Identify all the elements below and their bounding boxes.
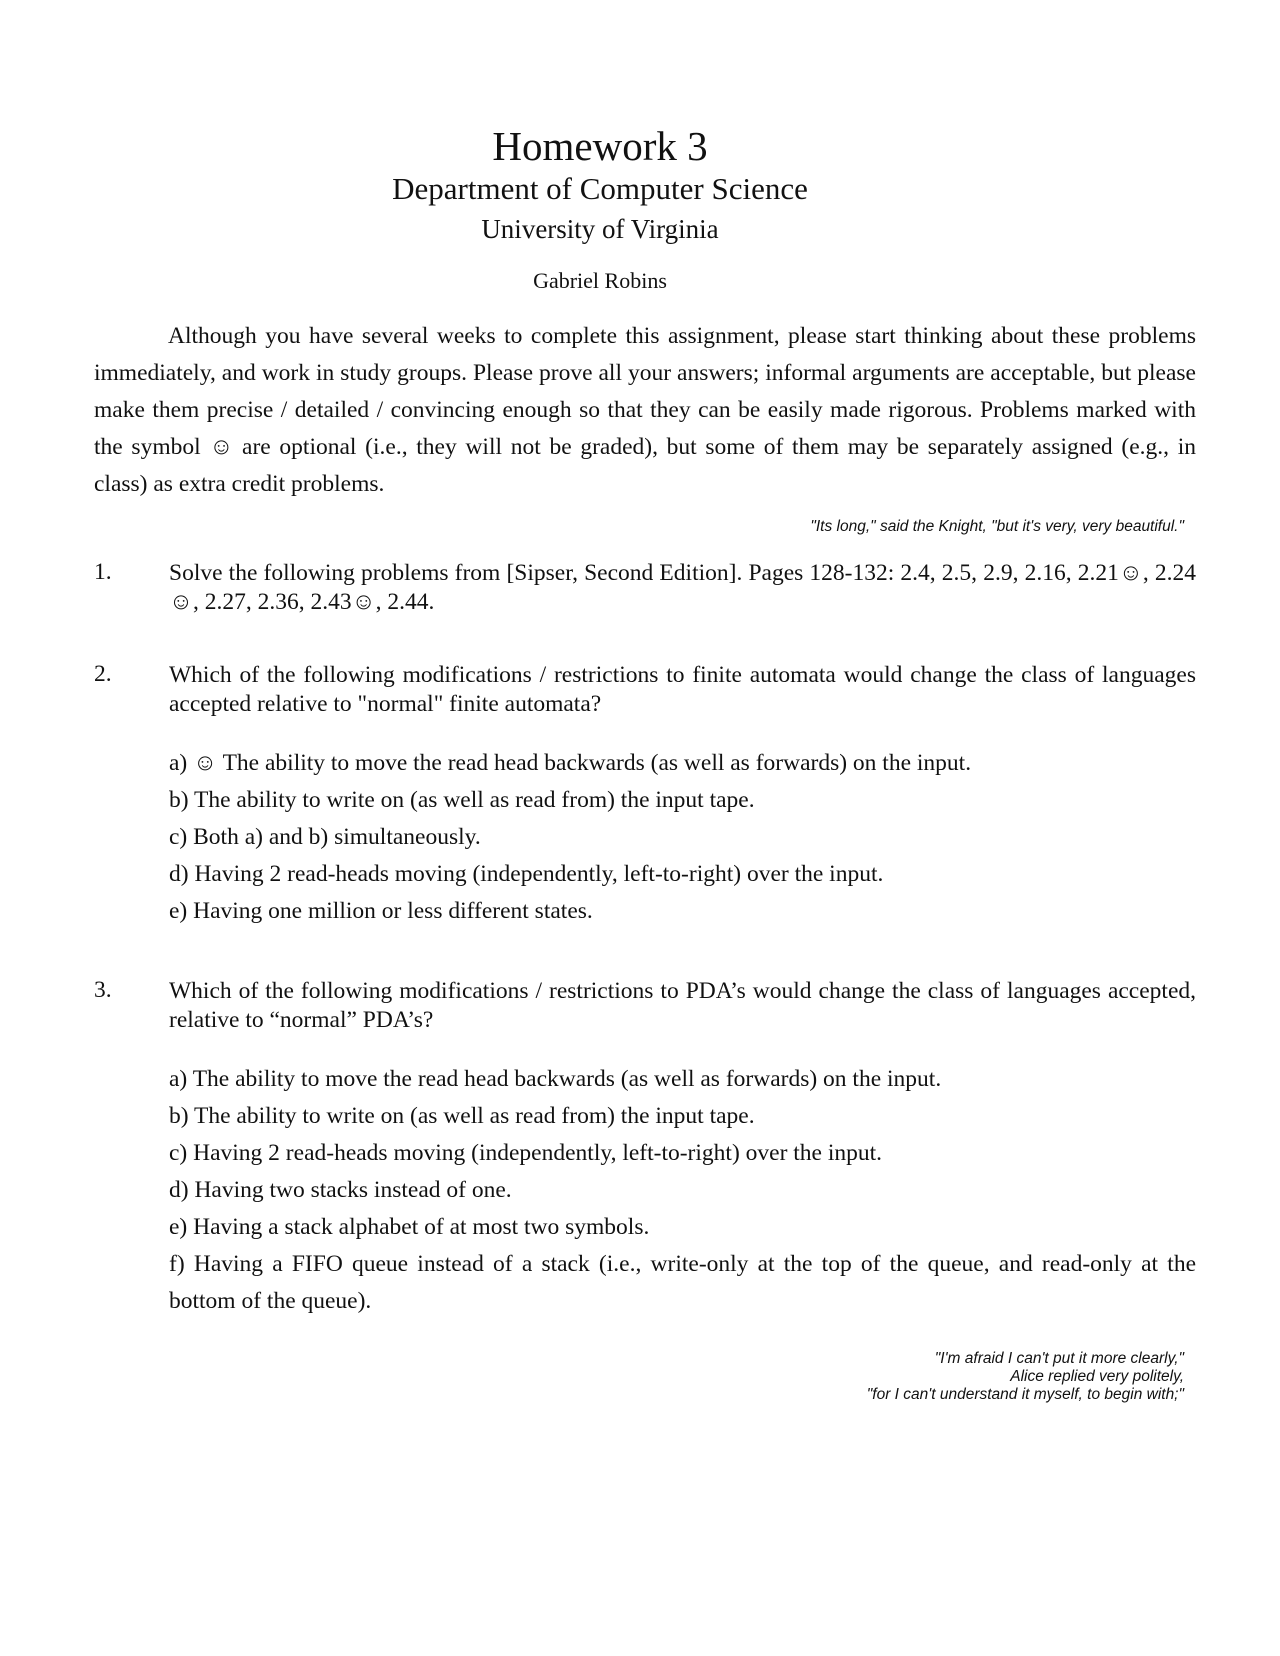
list-item: e) Having one million or less different states.	[169, 898, 593, 924]
problem-1	[94, 559, 1196, 617]
quote-line: "I'm afraid I can't put it more clearly,"	[934, 1350, 1184, 1367]
problem-2-parts	[169, 745, 1196, 930]
list-item: c) Both a) and b) simultaneously.	[169, 824, 481, 850]
list-item: a) The ability to move the read head backwards (as well as forwards) on the input.	[169, 1066, 942, 1092]
list-item: e) Having a stack alphabet of at most two symbols.	[169, 1214, 650, 1240]
list-item: f) Having a FIFO queue instead of a stack (i.e., write-only at the top of the queue, and read-only at the bottom of the queue).	[169, 1251, 1196, 1314]
author-name: Gabriel Robins	[533, 268, 667, 293]
problem-text: Which of the following modifications / restrictions to finite automata would change the class of languages accepted relative to "normal" finite automata?	[169, 662, 1196, 717]
problem-3	[94, 977, 1196, 1035]
list-item: c) Having 2 read-heads moving (independently, left-to-right) over the input.	[169, 1140, 883, 1166]
problem-2	[94, 661, 1196, 719]
problem-text: Solve the following problems from [Sipser, Second Edition]. Pages 128-132: 2.4, 2.5, 2.9, 2.16, 2.21☺, 2.24☺, 2.27, 2.36, 2.43☺, 2.44.	[169, 560, 1196, 615]
problem-number: 3.	[94, 977, 112, 1003]
intro-paragraph: Although you have several weeks to complete this assignment, please start thinking about these problems immediately, and work in study groups. Please prove all your answers; informal arguments are acceptable, but please make them precise / detailed / convincing enough so that they can be easily made rigorous. Problems marked with the symbol ☺ are optional (i.e., they will not be graded), but some of them may be separately assigned (e.g., in class) as extra credit problems.	[94, 323, 1196, 497]
quote-line: Alice replied very politely,	[1010, 1368, 1184, 1385]
list-item: b) The ability to write on (as well as read from) the input tape.	[169, 787, 755, 813]
problem-text: Which of the following modifications / restrictions to PDA’s would change the class of languages accepted, relative to “normal” PDA’s?	[169, 978, 1196, 1033]
alice-quote	[867, 1350, 1184, 1404]
list-item: b) The ability to write on (as well as read from) the input tape.	[169, 1103, 755, 1129]
homework-title: Homework 3	[492, 123, 708, 169]
problem-number: 2.	[94, 661, 112, 687]
list-item: d) Having 2 read-heads moving (independently, left-to-right) over the input.	[169, 861, 884, 887]
list-item: a) ☺ The ability to move the read head backwards (as well as forwards) on the input.	[169, 750, 972, 776]
problem-number: 1.	[94, 559, 112, 585]
problem-3-parts	[169, 1061, 1196, 1320]
list-item: d) Having two stacks instead of one.	[169, 1177, 512, 1203]
quote-line: "for I can't understand it myself, to begin with;"	[866, 1386, 1184, 1403]
university-name: University of Virginia	[481, 214, 719, 244]
department-name: Department of Computer Science	[392, 171, 808, 206]
knight-quote: "Its long," said the Knight, "but it's very, very beautiful."	[810, 518, 1184, 535]
